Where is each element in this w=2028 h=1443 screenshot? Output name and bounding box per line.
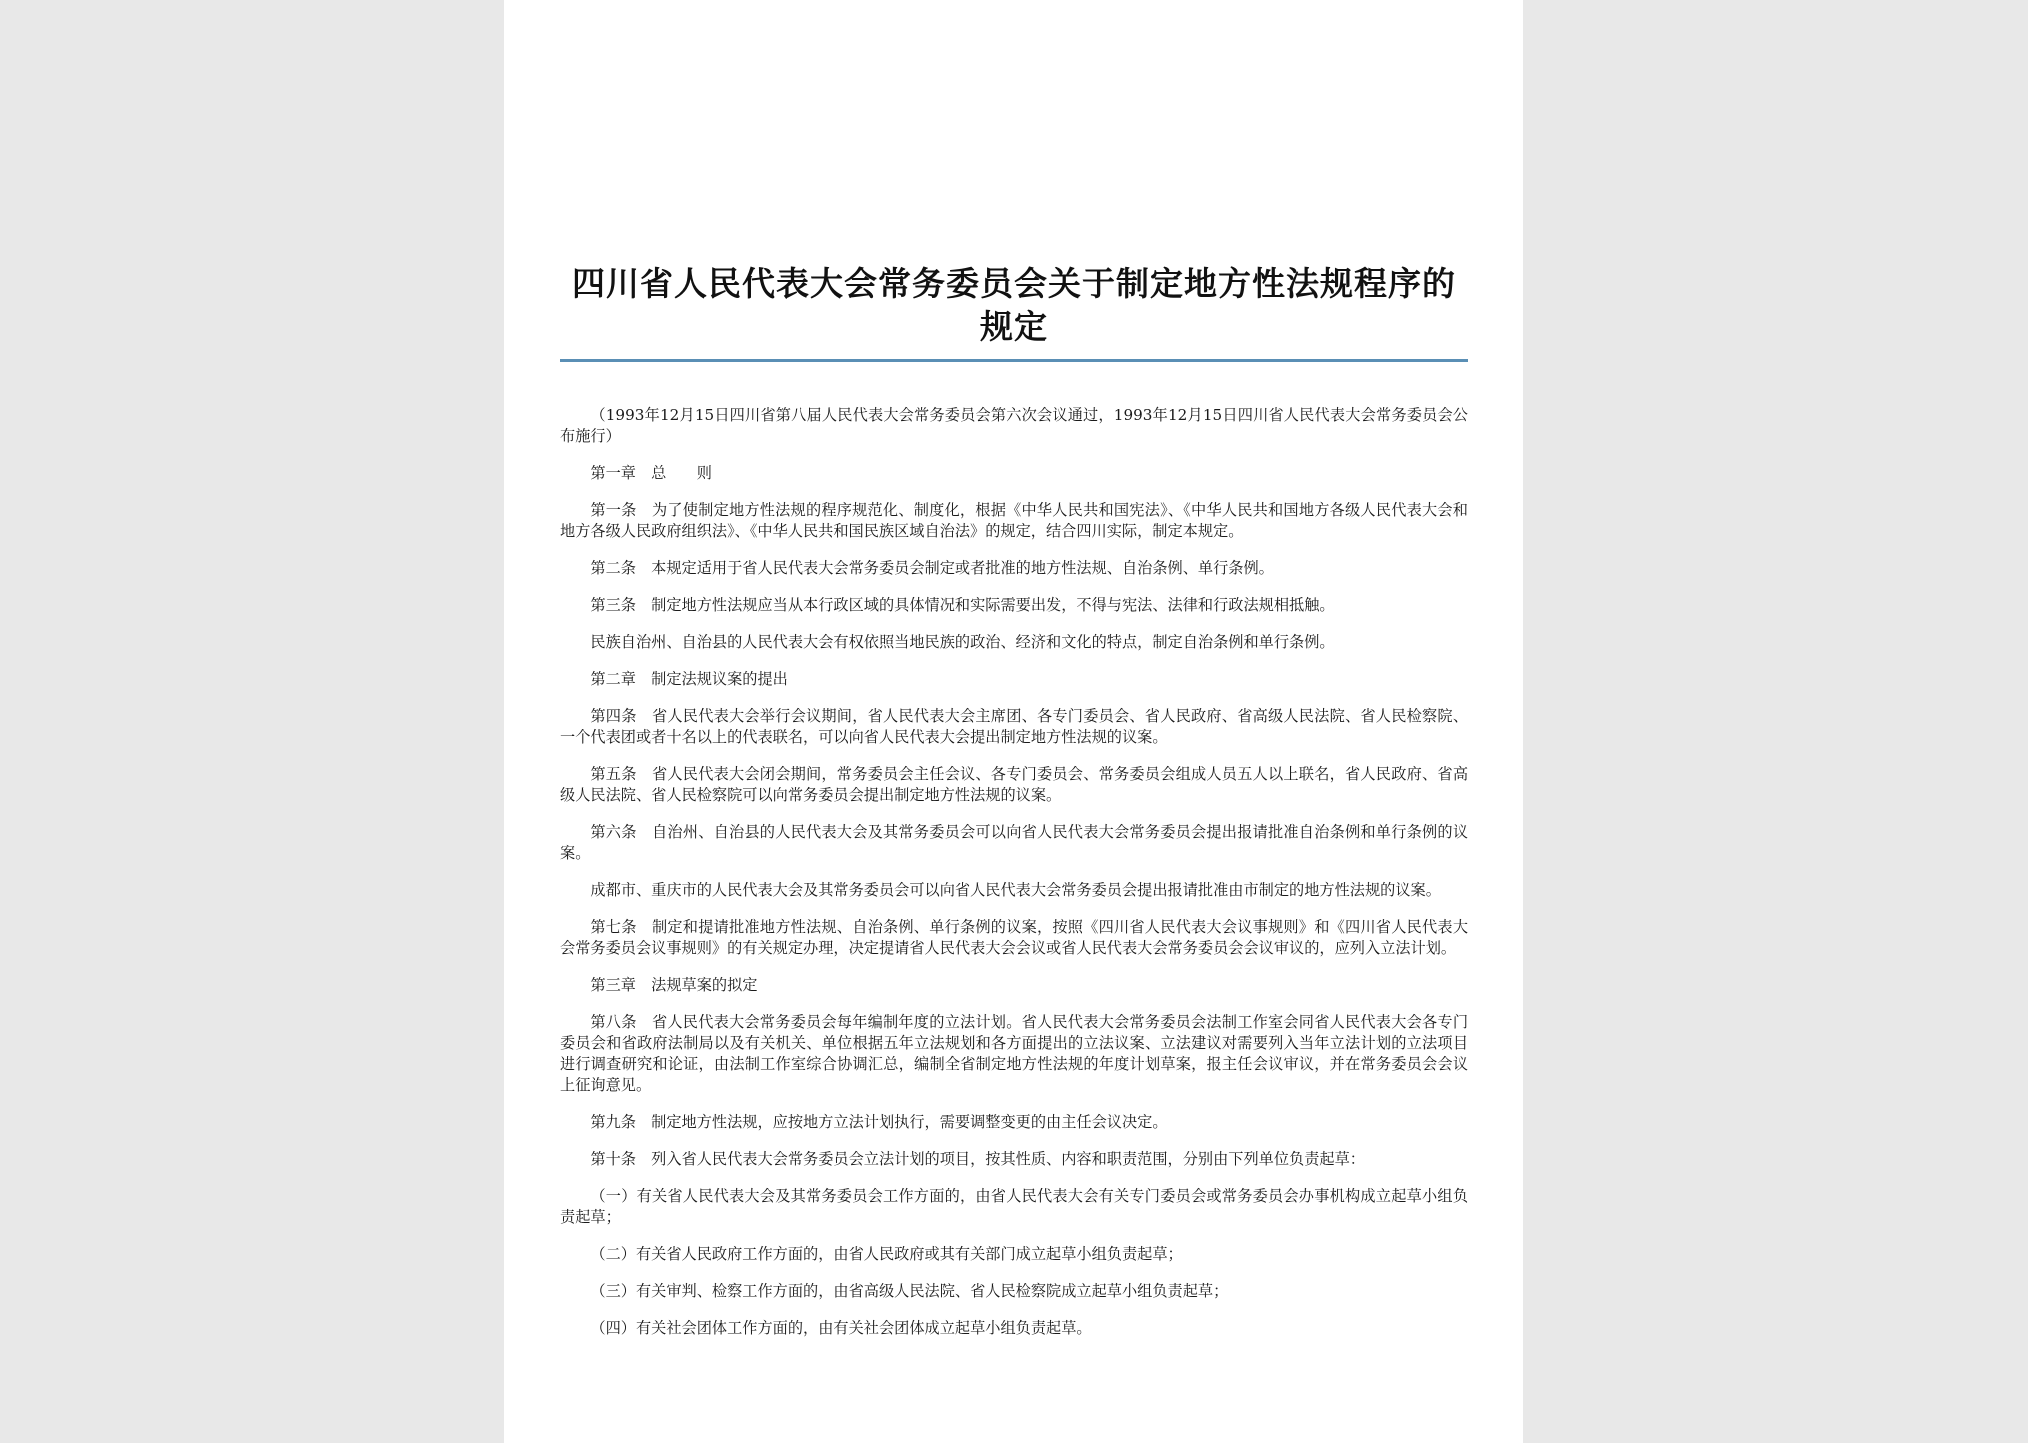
list-item: （二）有关省人民政府工作方面的，由省人民政府或其有关部门成立起草小组负责起草； [590,1245,1183,1263]
preamble: （1993年12月15日四川省第八届人民代表大会常务委员会第六次会议通过，1993年12月15日四川省人民代表大会常务委员会公布施行） [560,406,1468,445]
article: 第二条 本规定适用于省人民代表大会常务委员会制定或者批准的地方性法规、自治条例、单行条例。 [590,559,1274,577]
chapter-heading: 第三章 法规草案的拟定 [590,976,758,994]
article-paragraph: 民族自治州、自治县的人民代表大会有权依照当地民族的政治、经济和文化的特点，制定自治条例和单行条例。 [590,633,1335,651]
list-item: （一）有关省人民代表大会及其常务委员会工作方面的，由省人民代表大会有关专门委员会或常务委员会办事机构成立起草小组负责起草； [560,1187,1468,1226]
article: 第八条 省人民代表大会常务委员会每年编制年度的立法计划。省人民代表大会常务委员会法制工作室会同省人民代表大会各专门委员会和省政府法制局以及有关机关、单位根据五年立法规划和各方面提出的立法议案、立法建议对需要列入当年立法计划的立法项目进行调查研究和论证，由法制工作室综合协调汇总，编制全省制定地方性法规的年度计划草案，报主任会议审议，并在常务委员会会议上征询意见。 [560,1013,1468,1094]
article: 第五条 省人民代表大会闭会期间，常务委员会主任会议、各专门委员会、常务委员会组成人员五人以上联名，省人民政府、省高级人民法院、省人民检察院可以向常务委员会提出制定地方性法规的议案。 [560,765,1468,804]
list-item: （四）有关社会团体工作方面的，由有关社会团体成立起草小组负责起草。 [590,1319,1092,1337]
chapter-heading: 第二章 制定法规议案的提出 [590,670,788,688]
article: 第十条 列入省人民代表大会常务委员会立法计划的项目，按其性质、内容和职责范围，分别由下列单位负责起草： [590,1150,1365,1168]
article: 第三条 制定地方性法规应当从本行政区域的具体情况和实际需要出发，不得与宪法、法律和行政法规相抵触。 [590,596,1335,614]
article: 第四条 省人民代表大会举行会议期间，省人民代表大会主席团、各专门委员会、省人民政府、省高级人民法院、省人民检察院、一个代表团或者十名以上的代表联名，可以向省人民代表大会提出制定地方性法规的议案。 [560,707,1468,746]
document-body [560,405,1468,1355]
article: 第一条 为了使制定地方性法规的程序规范化、制度化，根据《中华人民共和国宪法》、《中华人民共和国地方各级人民代表大会和地方各级人民政府组织法》、《中华人民共和国民族区域自治法》的规定，结合四川实际，制定本规定。 [560,501,1468,540]
document-title: 四川省人民代表大会常务委员会关于制定地方性法规程序的规定 [572,264,1456,346]
chapter-heading: 第一章 总 则 [590,464,712,482]
list-item: （三）有关审判、检察工作方面的，由省高级人民法院、省人民检察院成立起草小组负责起草； [590,1282,1229,1300]
document-page [504,0,1523,1443]
title-divider [560,359,1468,362]
article: 第七条 制定和提请批准地方性法规、自治条例、单行条例的议案，按照《四川省人民代表大会议事规则》和《四川省人民代表大会常务委员会议事规则》的有关规定办理，决定提请省人民代表大会会议或省人民代表大会常务委员会会议审议的，应列入立法计划。 [560,918,1468,957]
article: 第九条 制定地方性法规，应按地方立法计划执行，需要调整变更的由主任会议决定。 [590,1113,1168,1131]
article-paragraph: 成都市、重庆市的人民代表大会及其常务委员会可以向省人民代表大会常务委员会提出报请批准由市制定的地方性法规的议案。 [590,881,1441,899]
article: 第六条 自治州、自治县的人民代表大会及其常务委员会可以向省人民代表大会常务委员会提出报请批准自治条例和单行条例的议案。 [560,823,1468,862]
